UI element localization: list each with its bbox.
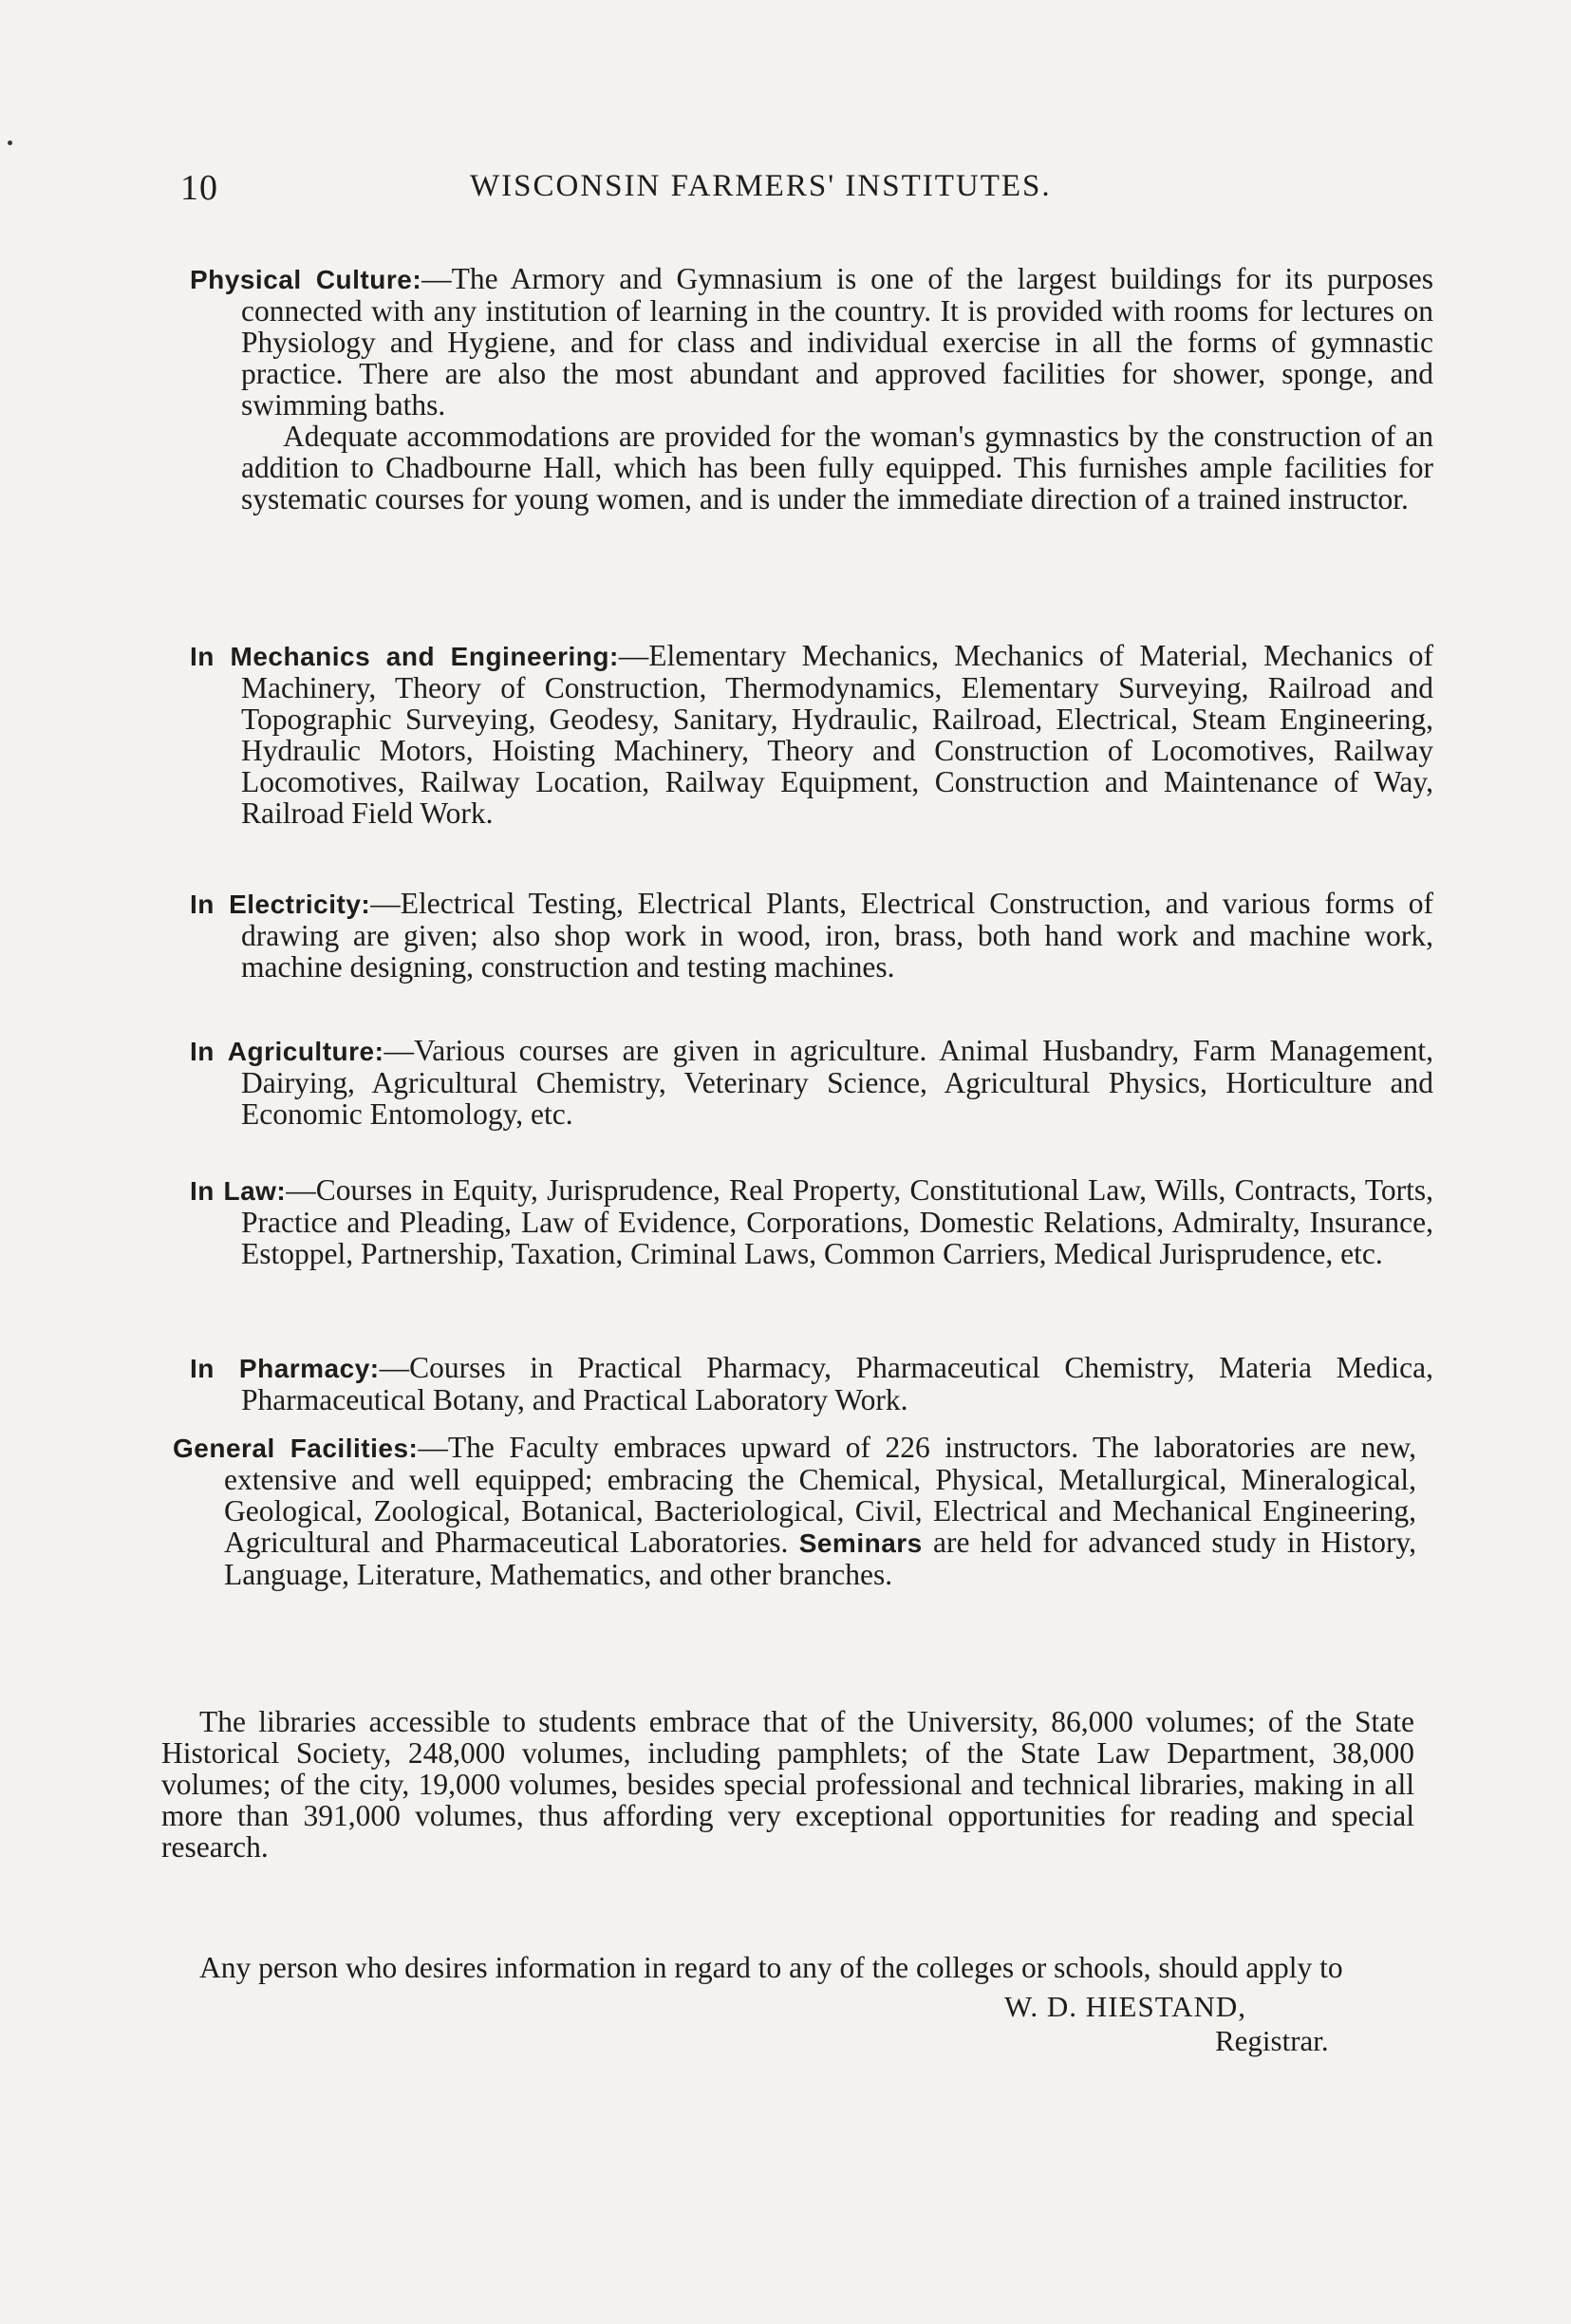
section-heading: In Pharmacy:: [190, 1354, 380, 1383]
section-heading: Physical Culture:: [190, 265, 422, 294]
section-agriculture: [190, 1035, 1433, 1130]
section-text: —Electrical Testing, Electrical Plants, Electrical Construction, and various forms of drawing are given; also shop work in wood, iron, brass, both hand work and machine work, machine designing, construction and testing machines.: [241, 887, 1433, 984]
registrar-name: W. D. HIESTAND,: [1004, 1990, 1247, 2023]
section-pharmacy: [190, 1352, 1433, 1415]
paper-speck: [8, 141, 12, 145]
section-text-tail: are held for advanced study in History, Language, Literature, Mathematics, and other branches.: [224, 1526, 1417, 1591]
running-title: WISCONSIN FARMERS' INSTITUTES.: [470, 169, 1052, 203]
libraries-paragraph: The libraries accessible to students embrace that of the University, 86,000 volumes; of the State Historical Society, 248,000 volumes, including pamphlets; of the State Law Department, 38,000 volumes; of the city, 19,000 volumes, besides special professional and technical libraries, making in all more than 391,000 volumes, thus affording very exceptional opportunities for reading and special research.: [161, 1705, 1414, 1864]
section-heading: In Mechanics and Engineering:: [190, 642, 619, 671]
section-electricity: [190, 888, 1433, 983]
section-text: —Various courses are given in agriculture. Animal Husbandry, Farm Management, Dairying, Agricultural Chemistry, Veterinary Science, Agricultural Physics, Horticulture and Economic Entomology, etc.: [241, 1034, 1433, 1131]
section-heading: In Agriculture:: [190, 1037, 384, 1066]
seminars-emphasis: Seminars: [798, 1528, 923, 1558]
section-text: —The Armory and Gymnasium is one of the largest buildings for its purposes connected with any institution of learning in the country. It is provided with rooms for lectures on Physiology and Hygiene, and for class and individual exercise in all the forms of gymnastic practice. There are also the most abundant and approved facilities for shower, sponge, and swimming baths.: [241, 262, 1433, 422]
section-text: —Elementary Mechanics, Mechanics of Material, Mechanics of Machinery, Theory of Construction, Thermodynamics, Elementary Surveying, Railroad and Topographic Surveying, Geodesy, Sanitary, Hydraulic, Railroad, Electrical, Steam Engineering, Hydraulic Motors, Hoisting Machinery, Theory and Construction of Locomotives, Railway Locomotives, Railway Location, Railway Equipment, Construction and Maintenance of Way, Railroad Field Work.: [241, 639, 1433, 830]
registrar-title: Registrar.: [1215, 2024, 1329, 2057]
contact-paragraph: Any person who desires information in regard to any of the colleges or schools, should apply to: [199, 1951, 1343, 1984]
section-physical-culture: [190, 263, 1433, 515]
section-heading: General Facilities:: [173, 1434, 419, 1463]
section-law: [190, 1174, 1433, 1269]
page-header: [180, 167, 1149, 215]
section-text: —Courses in Equity, Jurisprudence, Real Property, Constitutional Law, Wills, Contracts, Torts, Practice and Pleading, Law of Evidence, Corporations, Domestic Relations, Admiralty, Insurance, Estoppel, Partnership, Taxation, Criminal Laws, Common Carriers, Medical Jurisprudence, etc.: [241, 1173, 1433, 1270]
section-mechanics-engineering: [190, 640, 1433, 829]
section-general-facilities: [173, 1432, 1416, 1590]
section-heading: In Law:: [190, 1176, 287, 1206]
section-text: —The Faculty embraces upward of 226 instructors. The laboratories are new, extensive and well equipped; embracing the Chemical, Physical, Metallurgical, Mineralogical, Geological, Zoological, Botanical, Bacteriological, Civil, Electrical and Mechanical Engineering, Agricultural and Pharmaceutical Laboratories.: [224, 1431, 1416, 1559]
signature-block: [949, 1990, 1405, 2058]
page-number: 10: [180, 168, 218, 208]
section-subparagraph: Adequate accommodations are provided for the woman's gymnastics by the construction of an addition to Chadbourne Hall, which has been fully equipped. This furnishes ample facilities for systematic courses for young women, and is under the immediate direction of a trained instructor.: [241, 420, 1433, 515]
section-heading: In Electricity:: [190, 890, 371, 919]
section-text: —Courses in Practical Pharmacy, Pharmaceutical Chemistry, Materia Medica, Pharmaceutical Botany, and Practical Laboratory Work.: [241, 1351, 1433, 1416]
